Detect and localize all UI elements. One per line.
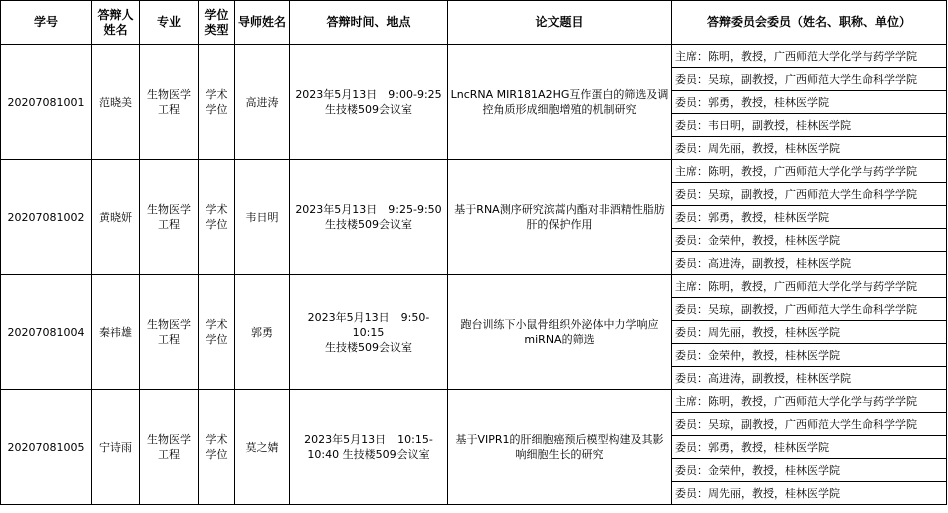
defense-time: 2023年5月13日 9:00-9:25 — [295, 88, 442, 101]
committee-member: 委员：郭勇，教授，桂林医学院 — [672, 436, 947, 459]
committee-member: 委员：吴琼，副教授，广西师范大学生命科学学院 — [672, 183, 947, 206]
student-name: 宁诗雨 — [92, 390, 140, 505]
table-row — [1, 390, 947, 413]
committee-member: 委员：郭勇，教授，桂林医学院 — [672, 206, 947, 229]
committee-member: 委员：金荣仲，教授，桂林医学院 — [672, 459, 947, 482]
degree-type: 学术学位 — [199, 275, 235, 390]
degree-type: 学术学位 — [199, 45, 235, 160]
committee-member: 委员：吴琼，副教授，广西师范大学生命科学学院 — [672, 68, 947, 91]
advisor-name: 莫之婧 — [235, 390, 290, 505]
committee-member: 委员：韦日明，副教授，桂林医学院 — [672, 114, 947, 137]
thesis-title: 基于VIPR1的肝细胞癌预后模型构建及其影响细胞生长的研究 — [448, 390, 672, 505]
committee-member: 主席：陈明，教授，广西师范大学化学与药学学院 — [672, 390, 947, 413]
student-name: 范晓美 — [92, 45, 140, 160]
committee-member: 委员：周先丽，教授，桂林医学院 — [672, 482, 947, 505]
student-id: 20207081004 — [1, 275, 92, 390]
header-id: 学号 — [1, 1, 92, 45]
header-time-place: 答辩时间、地点 — [290, 1, 448, 45]
defense-time: 2023年5月13日 10:15-10:40 — [304, 433, 433, 461]
student-name: 秦祎雄 — [92, 275, 140, 390]
header-committee: 答辩委员会委员（姓名、职称、单位） — [672, 1, 947, 45]
degree-type: 学术学位 — [199, 390, 235, 505]
committee-member: 委员：郭勇，教授，桂林医学院 — [672, 91, 947, 114]
table-row — [1, 160, 947, 183]
committee-member: 委员：周先丽，教授，桂林医学院 — [672, 137, 947, 160]
defense-place: 生技楼509会议室 — [325, 218, 412, 231]
advisor-name: 高进涛 — [235, 45, 290, 160]
major: 生物医学工程 — [140, 45, 199, 160]
header-row — [1, 1, 947, 45]
header-major: 专业 — [140, 1, 199, 45]
table-row — [1, 275, 947, 298]
student-id: 20207081005 — [1, 390, 92, 505]
committee-member: 委员：周先丽，教授，桂林医学院 — [672, 321, 947, 344]
committee-member: 委员：金荣仲，教授，桂林医学院 — [672, 344, 947, 367]
major: 生物医学工程 — [140, 275, 199, 390]
defense-time: 2023年5月13日 9:50-10:15 — [307, 310, 430, 339]
defense-time-place — [290, 45, 448, 160]
header-title: 论文题目 — [448, 1, 672, 45]
defense-time-place — [290, 160, 448, 275]
defense-time-place — [290, 275, 448, 390]
defense-place: 生技楼509会议室 — [325, 103, 412, 116]
thesis-title: 基于RNA测序研究滨蒿内酯对非酒精性脂肪肝的保护作用 — [448, 160, 672, 275]
advisor-name: 韦日明 — [235, 160, 290, 275]
defense-place: 生技楼509会议室 — [325, 340, 412, 354]
student-id: 20207081001 — [1, 45, 92, 160]
committee-member: 委员：吴琼，副教授，广西师范大学生命科学学院 — [672, 298, 947, 321]
thesis-title: LncRNA MIR181A2HG互作蛋白的筛选及调控角质形成细胞增殖的机制研究 — [448, 45, 672, 160]
committee-member: 委员：高进涛，副教授，桂林医学院 — [672, 367, 947, 390]
committee-member: 主席：陈明，教授，广西师范大学化学与药学学院 — [672, 160, 947, 183]
defense-place: 生技楼509会议室 — [342, 448, 430, 461]
major: 生物医学工程 — [140, 390, 199, 505]
student-id: 20207081002 — [1, 160, 92, 275]
student-name: 黄晓妍 — [92, 160, 140, 275]
committee-member: 委员：高进涛，副教授，桂林医学院 — [672, 252, 947, 275]
committee-member: 主席：陈明，教授，广西师范大学化学与药学学院 — [672, 275, 947, 298]
header-degree: 学位类型 — [199, 1, 235, 45]
major: 生物医学工程 — [140, 160, 199, 275]
advisor-name: 郭勇 — [235, 275, 290, 390]
committee-member: 委员：金荣仲，教授，桂林医学院 — [672, 229, 947, 252]
committee-member: 委员：吴琼，副教授，广西师范大学生命科学学院 — [672, 413, 947, 436]
header-advisor: 导师姓名 — [235, 1, 290, 45]
degree-type: 学术学位 — [199, 160, 235, 275]
defense-time-place — [290, 390, 448, 505]
header-name: 答辩人姓名 — [92, 1, 140, 45]
table-row — [1, 45, 947, 68]
committee-member: 主席：陈明，教授，广西师范大学化学与药学学院 — [672, 45, 947, 68]
thesis-title: 跑台训练下小鼠骨组织外泌体中力学响应miRNA的筛选 — [448, 275, 672, 390]
defense-time: 2023年5月13日 9:25-9:50 — [295, 203, 442, 216]
